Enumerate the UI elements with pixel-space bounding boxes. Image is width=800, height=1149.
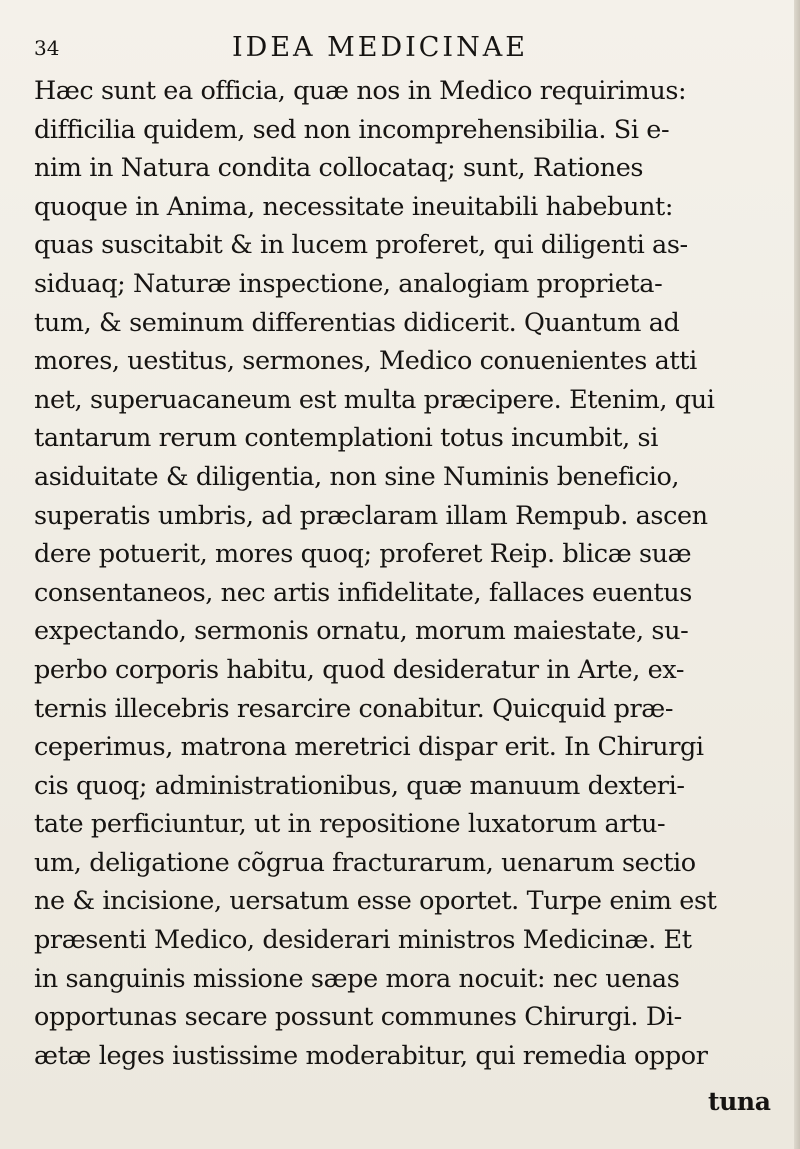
body-text [34, 72, 768, 1075]
text-line: dere potuerit, mores quoq; proferet Reip. blicæ suæ [34, 539, 692, 570]
text-line: tum, & seminum differentias didicerit. Quantum ad [34, 307, 680, 338]
text-line: in sanguinis missione sæpe mora nocuit: nec uenas [34, 963, 680, 994]
text-line: ne & incisione, uersatum esse oportet. Turpe enim est [34, 886, 717, 917]
text-line: expectando, sermonis ornatu, morum maiestate, su- [34, 616, 689, 647]
text-line: quoque in Anima, necessitate ineuitabili habebunt: [34, 191, 674, 222]
text-line: net, superuacaneum est multa præcipere. Etenim, qui [34, 384, 715, 415]
text-line: præsenti Medico, desiderari ministros Medicinæ. Et [34, 925, 692, 956]
text-line: difficilia quidem, sed non incomprehensibilia. Si e- [34, 114, 670, 145]
running-head [30, 30, 770, 66]
page-number: 34 [34, 36, 60, 60]
text-line: ætæ leges iustissime moderabitur, qui remedia oppor [34, 1040, 708, 1071]
catchword: tuna [708, 1087, 771, 1116]
text-line: mores, uestitus, sermones, Medico conuenientes atti [34, 346, 697, 377]
running-title: IDEA MEDICINAE [232, 32, 528, 63]
text-line: siduaq; Naturæ inspectione, analogiam proprieta- [34, 268, 663, 299]
text-line: um, deligatione cõgrua fracturarum, uenarum sectio [34, 847, 696, 878]
text-line: ceperimus, matrona meretrici dispar erit. In Chirurgi [34, 732, 704, 763]
text-line: ternis illecebris resarcire conabitur. Quicquid præ- [34, 693, 674, 724]
text-line: Hæc sunt ea officia, quæ nos in Medico requirimus: [34, 76, 687, 106]
text-line: superatis umbris, ad præclaram illam Rempub. ascen [34, 500, 708, 531]
text-line: consentaneos, nec artis infidelitate, fallaces euentus [34, 577, 692, 608]
text-line: nim in Natura condita collocataq; sunt, Rationes [34, 153, 644, 184]
text-line: tantarum rerum contemplationi totus incumbit, si [34, 423, 659, 454]
text-line: tate perficiuntur, ut in repositione luxatorum artu- [34, 809, 666, 840]
text-line: asiduitate & diligentia, non sine Numinis beneficio, [34, 461, 680, 492]
text-line: quas suscitabit & in lucem proferet, qui diligenti as- [34, 230, 688, 261]
text-line: cis quoq; administrationibus, quæ manuum dexteri- [34, 770, 685, 801]
text-line: opportunas secare possunt communes Chirurgi. Di- [34, 1002, 682, 1033]
text-line: perbo corporis habitu, quod desideratur in Arte, ex- [34, 654, 685, 685]
page-edge [794, 0, 800, 1149]
